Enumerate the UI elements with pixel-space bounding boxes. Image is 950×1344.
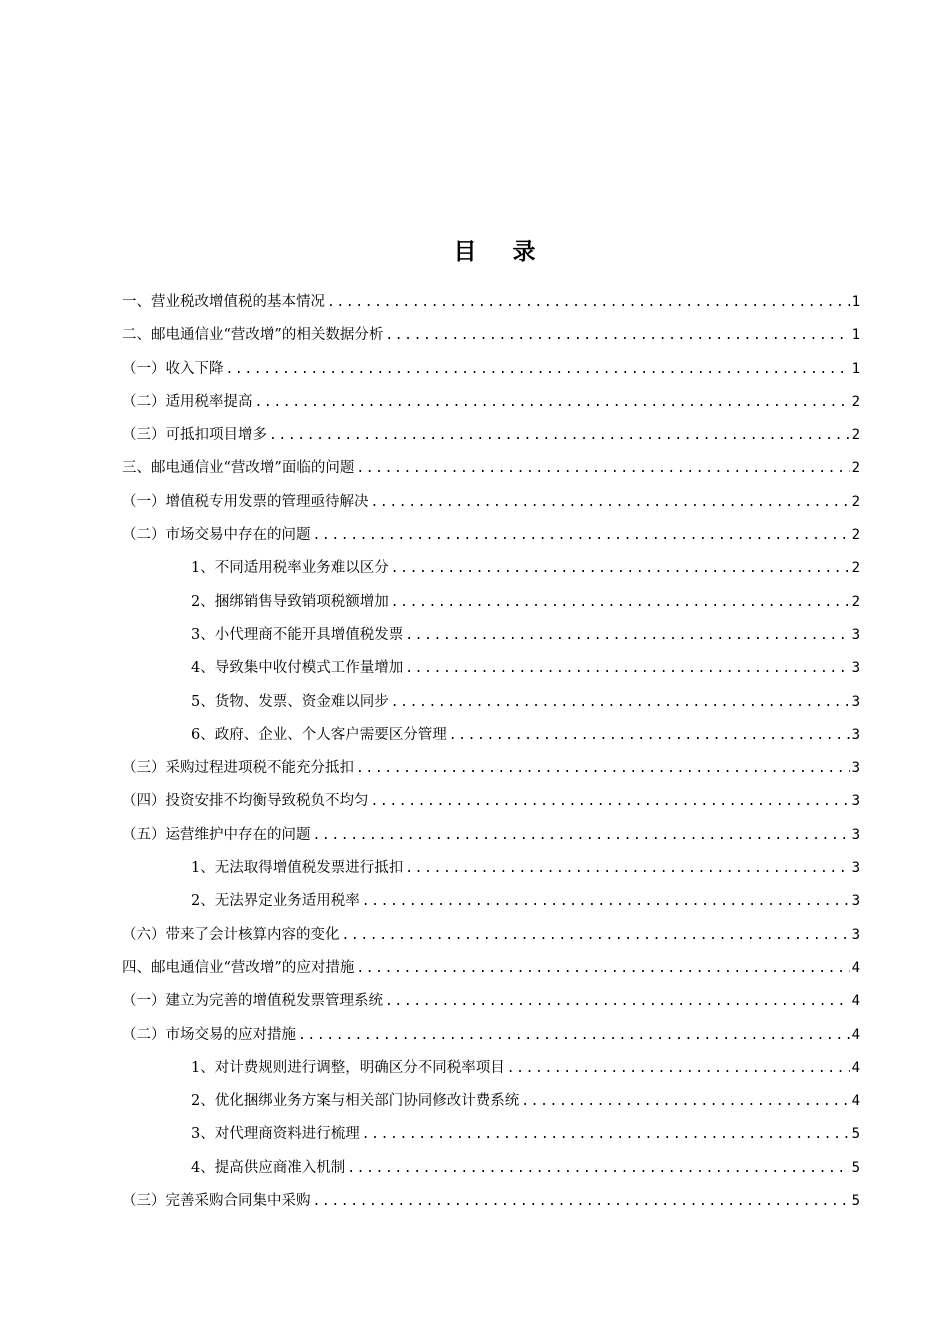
toc-page-number: 3 (851, 660, 860, 677)
toc-entry[interactable] (122, 519, 860, 552)
toc-entry-title: 1、不同适用税率业务难以区分 (191, 560, 389, 577)
toc-page-number: 1 (851, 294, 860, 310)
toc-page-number: 4 (851, 993, 860, 1010)
toc-entry[interactable] (122, 1152, 860, 1185)
toc-entry[interactable] (122, 353, 860, 386)
toc-page-number: 3 (851, 926, 860, 943)
toc-page-number: 2 (851, 493, 860, 510)
toc-entry-title: 4、提高供应商准入机制 (191, 1159, 346, 1176)
toc-page-number: 3 (851, 760, 860, 777)
toc-page-number: 3 (851, 693, 860, 710)
toc-entry[interactable] (122, 919, 860, 952)
dot-leader (362, 885, 850, 918)
toc-entry[interactable] (122, 952, 860, 985)
toc-entry-title: 5、货物、发票、资金难以同步 (191, 693, 389, 710)
toc-entry[interactable] (122, 286, 860, 319)
dot-leader (371, 785, 850, 818)
dot-leader (356, 952, 849, 985)
table-of-contents (122, 286, 860, 1218)
toc-entry-title: 1、无法取得增值税发票进行抵扣 (191, 860, 404, 877)
toc-entry-title: 一、营业税改增值税的基本情况 (122, 294, 325, 310)
toc-page-number: 5 (851, 1193, 860, 1210)
toc-entry[interactable] (122, 686, 860, 719)
toc-entry-title: （二）市场交易的应对措施 (122, 1026, 296, 1043)
toc-page-number: 4 (851, 1093, 860, 1110)
dot-leader (362, 1118, 850, 1151)
toc-page-number: 5 (851, 1126, 860, 1143)
toc-entry[interactable] (122, 1052, 860, 1085)
toc-entry[interactable] (122, 885, 860, 918)
dot-leader (371, 486, 850, 519)
toc-entry[interactable] (122, 985, 860, 1018)
toc-entry[interactable] (122, 852, 860, 885)
toc-page-number: 3 (851, 626, 860, 643)
toc-entry[interactable] (122, 452, 860, 485)
dot-leader (405, 619, 849, 652)
dot-leader (391, 552, 850, 585)
toc-entry-title: （五）运营维护中存在的问题 (122, 826, 311, 843)
dot-leader (507, 1052, 850, 1085)
dot-leader (356, 452, 849, 485)
dot-leader (342, 919, 850, 952)
toc-page-number: 2 (851, 593, 860, 610)
toc-entry-title: （六）带来了会计核算内容的变化 (122, 926, 340, 943)
toc-entry-title: （一）建立为完善的增值税发票管理系统 (122, 993, 383, 1010)
toc-page-number: 3 (851, 826, 860, 843)
toc-entry-title: 二、邮电通信业“营改增”的相关数据分析 (122, 327, 384, 344)
toc-entry[interactable] (122, 586, 860, 619)
page-title: 目 录 (453, 239, 550, 265)
dot-leader (356, 752, 850, 785)
toc-page-number: 5 (851, 1159, 860, 1176)
toc-page-number: 2 (851, 460, 860, 477)
toc-page-number: 4 (851, 1026, 860, 1043)
dot-leader (347, 1152, 849, 1185)
toc-entry-title: （一）收入下降 (122, 360, 224, 377)
toc-entry-title: （二）适用税率提高 (122, 393, 253, 410)
dot-leader (327, 286, 850, 319)
toc-entry[interactable] (122, 785, 860, 818)
toc-entry[interactable] (122, 1085, 860, 1118)
toc-entry-title: （一）增值税专用发票的管理亟待解决 (122, 493, 369, 510)
toc-entry[interactable] (122, 486, 860, 519)
toc-entry-title: 3、小代理商不能开具增值税发票 (191, 626, 404, 643)
toc-page-number: 2 (851, 427, 860, 444)
dot-leader (255, 386, 850, 419)
dot-leader (226, 353, 850, 386)
toc-entry[interactable] (122, 652, 860, 685)
toc-entry[interactable] (122, 752, 860, 785)
toc-page-number: 4 (851, 959, 860, 976)
toc-page-number: 3 (851, 860, 860, 877)
toc-entry[interactable] (122, 619, 860, 652)
toc-entry-title: （三）采购过程进项税不能充分抵扣 (122, 760, 354, 777)
toc-entry-title: 6、政府、企业、个人客户需要区分管理 (191, 726, 447, 743)
toc-page-number: 4 (851, 1059, 860, 1076)
toc-page-number: 2 (851, 393, 860, 410)
dot-leader (405, 852, 849, 885)
toc-page-number: 1 (851, 360, 860, 377)
toc-page-number: 2 (851, 527, 860, 544)
toc-page-number: 3 (851, 726, 860, 743)
dot-leader (385, 319, 849, 352)
toc-entry[interactable] (122, 1185, 860, 1218)
toc-page-number: 1 (851, 327, 860, 344)
toc-page-number: 3 (851, 793, 860, 810)
toc-entry-title: 1、对计费规则进行调整，明确区分不同税率项目 (191, 1059, 505, 1076)
dot-leader (521, 1085, 849, 1118)
toc-entry[interactable] (122, 419, 860, 452)
toc-entry[interactable] (122, 386, 860, 419)
toc-entry-title: 3、对代理商资料进行梳理 (191, 1126, 360, 1143)
toc-entry[interactable] (122, 1019, 860, 1052)
dot-leader (385, 985, 850, 1018)
dot-leader (298, 1019, 850, 1052)
toc-entry[interactable] (122, 1118, 860, 1151)
dot-leader (313, 819, 850, 852)
dot-leader (313, 1185, 850, 1218)
dot-leader (405, 652, 849, 685)
dot-leader (269, 419, 850, 452)
toc-entry-title: （四）投资安排不均衡导致税负不均匀 (122, 793, 369, 810)
toc-entry[interactable] (122, 819, 860, 852)
toc-entry-title: 2、捆绑销售导致销项税额增加 (191, 593, 389, 610)
toc-page-number: 3 (851, 893, 860, 910)
toc-entry[interactable] (122, 552, 860, 585)
toc-entry-title: 2、无法界定业务适用税率 (191, 893, 360, 910)
toc-entry-title: 4、导致集中收付模式工作量增加 (191, 660, 404, 677)
toc-entry-title: 三、邮电通信业“营改增”面临的问题 (122, 460, 355, 477)
toc-entry-title: （三）完善采购合同集中采购 (122, 1193, 311, 1210)
toc-entry-title: 四、邮电通信业“营改增”的应对措施 (122, 959, 355, 976)
toc-entry[interactable] (122, 719, 860, 752)
dot-leader (391, 686, 850, 719)
toc-entry-title: （二）市场交易中存在的问题 (122, 527, 311, 544)
dot-leader (313, 519, 850, 552)
toc-entry-title: 2、优化捆绑业务方案与相关部门协同修改计费系统 (191, 1093, 520, 1110)
dot-leader (449, 719, 850, 752)
dot-leader (391, 586, 850, 619)
toc-page-number: 2 (851, 560, 860, 577)
toc-entry-title: （三）可抵扣项目增多 (122, 427, 267, 444)
toc-entry[interactable] (122, 319, 860, 352)
